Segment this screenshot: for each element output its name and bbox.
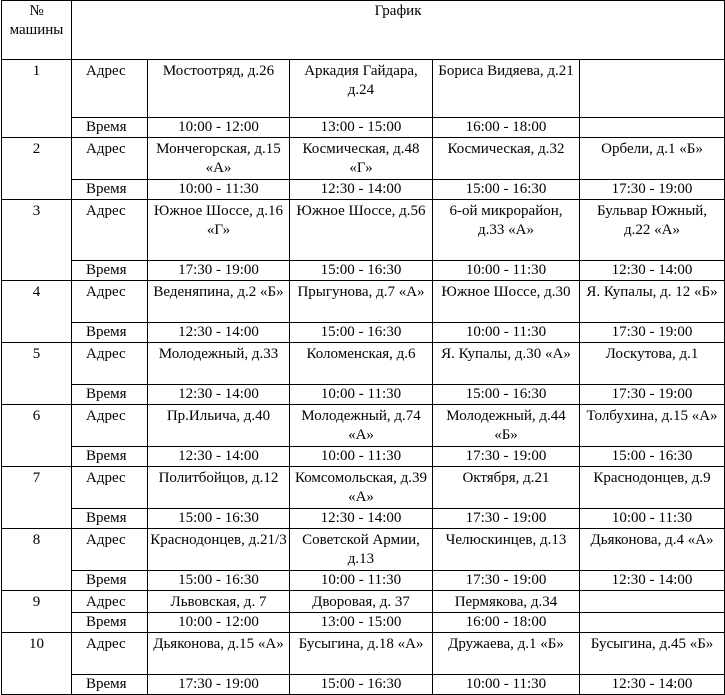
time-cell: 17:30 - 19:00	[148, 261, 290, 281]
time-cell: 17:30 - 19:00	[580, 323, 725, 343]
time-cell: 12:30 - 14:00	[580, 571, 725, 591]
address-cell: Молодежный, д.33	[148, 343, 290, 385]
time-cell: 12:30 - 14:00	[580, 261, 725, 281]
time-cell: 16:00 - 18:00	[433, 613, 580, 633]
car-time-row	[2, 323, 725, 343]
address-cell: Октября, д.21	[433, 467, 580, 509]
car-number-header: № машины	[2, 1, 72, 60]
address-cell: Молодежный, д.44 «Б»	[433, 405, 580, 447]
time-label: Время	[72, 509, 148, 529]
time-cell: 10:00 - 11:30	[433, 323, 580, 343]
address-cell: Комсомольская, д.39 «А»	[290, 467, 433, 509]
car-number: 3	[2, 200, 72, 281]
address-cell: Молодежный, д.74 «А»	[290, 405, 433, 447]
time-cell: 12:30 - 14:00	[580, 675, 725, 695]
address-cell: Мостоотряд, д.26	[148, 60, 290, 118]
address-label: Адрес	[72, 343, 148, 385]
time-cell: 10:00 - 11:30	[290, 385, 433, 405]
time-cell: 17:30 - 19:00	[580, 385, 725, 405]
address-cell: Толбухина, д.15 «А»	[580, 405, 725, 447]
time-cell: 15:00 - 16:30	[433, 180, 580, 200]
time-cell: 10:00 - 11:30	[290, 571, 433, 591]
address-cell: Львовская, д. 7	[148, 591, 290, 613]
header-row	[2, 1, 725, 60]
address-cell: Челюскинцев, д.13	[433, 529, 580, 571]
address-cell: Мончегорская, д.15 «А»	[148, 138, 290, 180]
address-cell: Южное Шоссе, д.16 «Г»	[148, 200, 290, 261]
time-cell: 15:00 - 16:30	[148, 509, 290, 529]
time-cell: 10:00 - 12:00	[148, 613, 290, 633]
car-time-row	[2, 261, 725, 281]
car-address-row	[2, 633, 725, 675]
time-cell: 13:00 - 15:00	[290, 118, 433, 138]
car-number: 10	[2, 633, 72, 695]
car-time-row	[2, 118, 725, 138]
car-address-row	[2, 529, 725, 571]
time-label: Время	[72, 261, 148, 281]
car-number: 7	[2, 467, 72, 529]
address-cell: Бусыгина, д.18 «А»	[290, 633, 433, 675]
time-cell: 10:00 - 12:00	[148, 118, 290, 138]
address-cell	[580, 60, 725, 118]
address-cell: Прыгунова, д.7 «А»	[290, 281, 433, 323]
car-address-row	[2, 60, 725, 118]
car-address-row	[2, 343, 725, 385]
address-cell: Космическая, д.48 «Г»	[290, 138, 433, 180]
address-label: Адрес	[72, 467, 148, 509]
car-time-row	[2, 675, 725, 695]
car-number: 4	[2, 281, 72, 343]
address-cell: Политбойцов, д.12	[148, 467, 290, 509]
time-cell: 15:00 - 16:30	[433, 385, 580, 405]
address-label: Адрес	[72, 138, 148, 180]
address-label: Адрес	[72, 405, 148, 447]
address-cell: Коломенская, д.6	[290, 343, 433, 385]
time-label: Время	[72, 447, 148, 467]
address-cell: Южное Шоссе, д.56	[290, 200, 433, 261]
car-number: 2	[2, 138, 72, 200]
address-cell: Пермякова, д.34	[433, 591, 580, 613]
schedule-table	[1, 0, 725, 695]
time-cell: 13:00 - 15:00	[290, 613, 433, 633]
car-time-row	[2, 571, 725, 591]
car-time-row	[2, 613, 725, 633]
car-number: 1	[2, 60, 72, 138]
car-time-row	[2, 447, 725, 467]
schedule-header: График	[72, 1, 725, 60]
address-cell: Я. Купалы, д. 12 «Б»	[580, 281, 725, 323]
time-cell: 17:30 - 19:00	[580, 180, 725, 200]
address-cell: Южное Шоссе, д.30	[433, 281, 580, 323]
address-cell: Я. Купалы, д.30 «А»	[433, 343, 580, 385]
address-label: Адрес	[72, 591, 148, 613]
time-cell: 12:30 - 14:00	[148, 385, 290, 405]
car-address-row	[2, 200, 725, 261]
address-cell: Орбели, д.1 «Б»	[580, 138, 725, 180]
time-cell: 15:00 - 16:30	[290, 675, 433, 695]
time-cell: 15:00 - 16:30	[290, 261, 433, 281]
time-cell: 15:00 - 16:30	[148, 571, 290, 591]
car-number: 9	[2, 591, 72, 633]
address-cell: Аркадия Гайдара, д.24	[290, 60, 433, 118]
address-cell: Советской Армии, д.13	[290, 529, 433, 571]
car-address-row	[2, 467, 725, 509]
address-cell: Бориса Видяева, д.21	[433, 60, 580, 118]
time-cell	[580, 613, 725, 633]
car-number: 5	[2, 343, 72, 405]
time-label: Время	[72, 323, 148, 343]
address-cell: Бусыгина, д.45 «Б»	[580, 633, 725, 675]
address-label: Адрес	[72, 281, 148, 323]
address-cell: Космическая, д.32	[433, 138, 580, 180]
address-label: Адрес	[72, 633, 148, 675]
address-cell: Лоскутова, д.1	[580, 343, 725, 385]
time-label: Время	[72, 613, 148, 633]
time-cell: 10:00 - 11:30	[580, 509, 725, 529]
time-cell: 10:00 - 11:30	[290, 447, 433, 467]
car-time-row	[2, 385, 725, 405]
car-time-row	[2, 509, 725, 529]
time-label: Время	[72, 385, 148, 405]
time-cell: 16:00 - 18:00	[433, 118, 580, 138]
time-label: Время	[72, 180, 148, 200]
time-cell: 12:30 - 14:00	[290, 509, 433, 529]
car-time-row	[2, 180, 725, 200]
time-cell: 10:00 - 11:30	[433, 261, 580, 281]
time-cell: 12:30 - 14:00	[148, 323, 290, 343]
address-label: Адрес	[72, 529, 148, 571]
time-cell	[580, 118, 725, 138]
time-label: Время	[72, 571, 148, 591]
time-cell: 17:30 - 19:00	[433, 447, 580, 467]
address-cell	[580, 591, 725, 613]
address-cell: Бульвар Южный, д.22 «А»	[580, 200, 725, 261]
car-number: 8	[2, 529, 72, 591]
time-cell: 17:30 - 19:00	[433, 509, 580, 529]
car-address-row	[2, 138, 725, 180]
time-cell: 17:30 - 19:00	[433, 571, 580, 591]
car-address-row	[2, 405, 725, 447]
time-cell: 12:30 - 14:00	[148, 447, 290, 467]
address-cell: Дворовая, д. 37	[290, 591, 433, 613]
address-label: Адрес	[72, 60, 148, 118]
address-cell: Пр.Ильича, д.40	[148, 405, 290, 447]
address-cell: Дьяконова, д.15 «А»	[148, 633, 290, 675]
address-cell: Дьяконова, д.4 «А»	[580, 529, 725, 571]
address-label: Адрес	[72, 200, 148, 261]
address-cell: Краснодонцев, д.9	[580, 467, 725, 509]
time-cell: 15:00 - 16:30	[580, 447, 725, 467]
time-cell: 17:30 - 19:00	[148, 675, 290, 695]
car-address-row	[2, 591, 725, 613]
time-cell: 10:00 - 11:30	[148, 180, 290, 200]
address-cell: Веденяпина, д.2 «Б»	[148, 281, 290, 323]
address-cell: Краснодонцев, д.21/3	[148, 529, 290, 571]
address-cell: Дружаева, д.1 «Б»	[433, 633, 580, 675]
time-label: Время	[72, 675, 148, 695]
address-cell: 6-ой микрорайон, д.33 «А»	[433, 200, 580, 261]
time-label: Время	[72, 118, 148, 138]
car-address-row	[2, 281, 725, 323]
car-number: 6	[2, 405, 72, 467]
time-cell: 12:30 - 14:00	[290, 180, 433, 200]
time-cell: 10:00 - 11:30	[433, 675, 580, 695]
time-cell: 15:00 - 16:30	[290, 323, 433, 343]
